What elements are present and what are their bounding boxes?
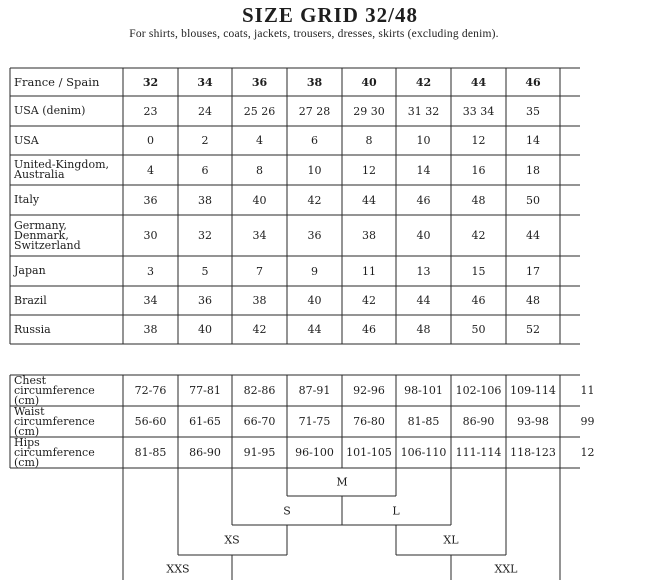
- measurement-row-cell: 82-86: [243, 384, 276, 397]
- measurement-row-cell: 92-96: [353, 384, 385, 397]
- conversion-row-label: Germany, Denmark, Switzerland: [14, 218, 81, 252]
- conversion-row-label: France / Spain: [14, 75, 100, 89]
- measurement-row-cell: 61-65: [189, 415, 221, 428]
- conversion-row-cell: 38: [198, 193, 212, 207]
- conversion-row-cell: 0: [147, 134, 154, 147]
- measurement-row-cell: 56-60: [134, 415, 167, 428]
- conversion-row-cell: 46: [525, 75, 541, 89]
- conversion-row-cell: 32: [198, 229, 212, 242]
- conversion-row-cell: 14: [526, 134, 540, 147]
- measurement-row-cell: 66-70: [243, 415, 276, 428]
- measurement-row-cell: 87-91: [298, 384, 331, 397]
- measurement-row-label: Hips circumference (cm): [14, 435, 95, 469]
- conversion-row-cell: 44: [307, 323, 322, 336]
- conversion-row-cell: 18: [526, 163, 540, 177]
- conversion-row-cell: 38: [362, 229, 376, 242]
- conversion-row-cell: 40: [361, 75, 377, 89]
- conversion-row-cell: 40: [252, 193, 267, 207]
- conversion-row-cell: 2: [201, 134, 209, 147]
- conversion-row-cell: 36: [143, 193, 158, 207]
- size-xxs-label: XXS: [166, 562, 190, 576]
- measurement-row-cell: 93-98: [517, 415, 549, 428]
- conversion-row-cell: 30: [143, 229, 158, 242]
- conversion-row-cell: 44: [526, 229, 540, 242]
- conversion-row-cell: 5: [201, 264, 209, 278]
- conversion-row-label: Italy: [14, 193, 40, 206]
- measurement-row-cell: 102-106: [455, 384, 502, 397]
- conversion-row-cell: 27 28: [298, 104, 331, 118]
- conversion-row-cell: 10: [416, 134, 431, 147]
- measurement-row-cell: 86-90: [462, 415, 495, 428]
- conversion-row-cell: 44: [470, 75, 487, 89]
- conversion-row-cell: 7: [256, 264, 263, 278]
- measurement-row-cell: 12: [580, 446, 595, 459]
- conversion-row-cell: 15: [471, 264, 486, 278]
- conversion-row-cell: 33 34: [462, 104, 495, 118]
- conversion-row-cell: 48: [416, 323, 431, 336]
- conversion-row-cell: 24: [198, 104, 212, 118]
- conversion-row-cell: 48: [471, 193, 486, 207]
- size-xxl-label: XXL: [494, 562, 518, 576]
- conversion-row-cell: 16: [471, 163, 486, 177]
- size-xl-label: XL: [443, 533, 459, 547]
- conversion-row-cell: 42: [307, 193, 322, 207]
- conversion-row-cell: 23: [143, 104, 158, 118]
- measurement-row-cell: 71-75: [298, 415, 331, 428]
- measurement-row-cell: 99: [580, 415, 595, 428]
- conversion-row-label: Russia: [14, 322, 51, 336]
- measurement-row-cell: 86-90: [189, 446, 221, 459]
- measurement-row-cell: 106-110: [400, 446, 447, 459]
- conversion-row-cell: 42: [252, 323, 267, 336]
- conversion-row-cell: 35: [526, 104, 540, 118]
- conversion-row-cell: 12: [362, 163, 376, 177]
- conversion-row-label: United-Kingdom, Australia: [14, 158, 110, 181]
- conversion-row-cell: 44: [416, 294, 431, 307]
- measurement-row-cell: 72-76: [134, 384, 167, 397]
- measurement-row-cell: 11: [580, 384, 595, 397]
- page-subtitle: For shirts, blouses, coats, jackets, trousers, dresses, skirts (excluding denim).: [129, 28, 499, 40]
- conversion-row-cell: 14: [416, 163, 431, 177]
- size-l-label: L: [392, 504, 400, 518]
- conversion-row-cell: 42: [362, 294, 376, 307]
- conversion-row-cell: 4: [256, 134, 263, 147]
- conversion-row-cell: 38: [143, 323, 158, 336]
- conversion-row-label: USA: [14, 133, 39, 147]
- conversion-row-cell: 36: [251, 75, 268, 89]
- measurement-row-cell: 111-114: [455, 446, 502, 459]
- conversion-row-cell: 40: [307, 294, 322, 307]
- conversion-row-cell: 6: [311, 134, 318, 147]
- conversion-row-cell: 8: [256, 163, 263, 177]
- conversion-row-cell: 9: [311, 264, 318, 278]
- conversion-row-label: Japan: [14, 264, 46, 277]
- conversion-row-cell: 29 30: [353, 104, 385, 118]
- size-m-label: M: [336, 475, 348, 489]
- conversion-row-label: Brazil: [14, 293, 47, 307]
- conversion-row-cell: 40: [416, 229, 431, 242]
- conversion-row-cell: 8: [365, 134, 373, 147]
- measurement-row-cell: 96-100: [295, 446, 334, 459]
- conversion-row-cell: 46: [362, 323, 376, 336]
- measurement-row-cell: 91-95: [243, 446, 276, 459]
- conversion-row-cell: 36: [307, 229, 322, 242]
- conversion-row-cell: 10: [307, 163, 322, 177]
- conversion-row-cell: 34: [143, 294, 158, 307]
- conversion-row-cell: 38: [252, 294, 267, 307]
- conversion-row-cell: 36: [198, 294, 212, 307]
- measurement-row-cell: 98-101: [404, 384, 443, 397]
- conversion-row-cell: 44: [362, 193, 376, 207]
- measurement-row-label: Chest circumference (cm): [14, 373, 95, 407]
- conversion-row-cell: 17: [526, 264, 540, 278]
- conversion-row-cell: 34: [252, 229, 267, 242]
- conversion-row-cell: 3: [147, 264, 154, 278]
- page-title: SIZE GRID 32/48: [241, 3, 419, 27]
- conversion-row-cell: 32: [142, 75, 159, 89]
- measurement-row-label: Waist circumference (cm): [14, 404, 95, 438]
- conversion-row-cell: 31 32: [407, 104, 440, 118]
- conversion-row-cell: 40: [198, 323, 212, 336]
- measurement-row-cell: 101-105: [346, 446, 392, 459]
- measurement-row-cell: 81-85: [134, 446, 167, 459]
- conversion-row-cell: 50: [526, 193, 540, 207]
- size-xs-label: XS: [224, 533, 240, 547]
- conversion-row-cell: 52: [526, 323, 540, 336]
- conversion-row-cell: 38: [306, 75, 323, 89]
- conversion-row-label: USA (denim): [14, 104, 86, 117]
- conversion-row-cell: 42: [471, 229, 486, 242]
- measurement-row-cell: 77-81: [189, 384, 221, 397]
- conversion-row-cell: 34: [197, 75, 213, 89]
- measurement-row-cell: 81-85: [407, 415, 440, 428]
- conversion-row-cell: 6: [201, 163, 209, 177]
- conversion-row-cell: 11: [362, 264, 376, 278]
- conversion-row-cell: 48: [526, 294, 540, 307]
- conversion-row-cell: 25 26: [243, 104, 276, 118]
- measurement-row-cell: 118-123: [510, 446, 556, 459]
- measurement-row-cell: 76-80: [353, 415, 385, 428]
- size-s-label: S: [283, 504, 291, 518]
- conversion-row-cell: 4: [147, 163, 154, 177]
- conversion-row-cell: 13: [416, 264, 431, 278]
- measurement-row-cell: 109-114: [510, 384, 556, 397]
- conversion-row-cell: 42: [415, 75, 432, 89]
- conversion-row-cell: 46: [416, 193, 431, 207]
- conversion-row-cell: 12: [471, 134, 486, 147]
- conversion-row-cell: 50: [471, 323, 486, 336]
- conversion-row-cell: 46: [471, 294, 486, 307]
